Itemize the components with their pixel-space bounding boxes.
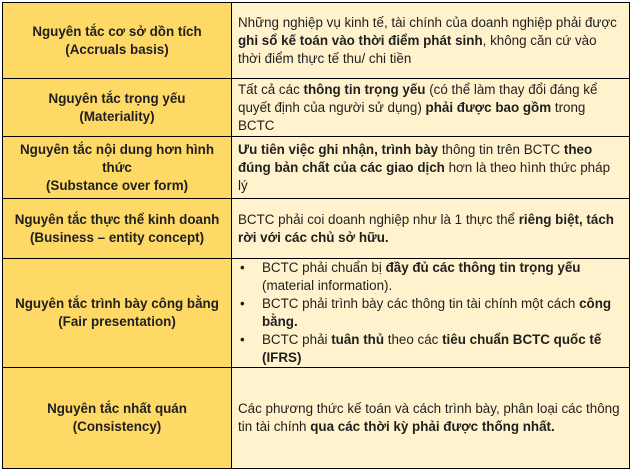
principle-english: (Fair presentation)	[58, 314, 176, 329]
text-segment: hơn là theo hình thức pháp lý	[238, 159, 611, 193]
table-row	[3, 137, 630, 199]
principle-cell	[3, 3, 232, 79]
bold-segment: theo đúng bản chất của các giao dịch	[238, 141, 593, 175]
bold-segment: qua các thời kỳ phải được thống nhất.	[310, 419, 555, 434]
bold-segment: tuân thủ	[331, 332, 385, 347]
description-text	[238, 211, 623, 247]
bold-segment: thông tin trọng yếu	[303, 81, 426, 97]
principle-cell	[3, 199, 232, 259]
description-text	[238, 400, 623, 436]
text-segment: (material information).	[262, 278, 393, 293]
description-text	[238, 81, 623, 135]
accounting-principles-table	[2, 2, 630, 469]
principle-name: Nguyên tắc cơ sở dồn tích	[32, 23, 202, 39]
text-segment: Các phương thức kế toán và cách trình bày, phân loại các thông tin tài chính	[238, 401, 620, 434]
description-text	[238, 141, 623, 195]
text-segment: , không căn cứ vào thời điểm thực tế thu/ chi tiền	[238, 32, 597, 66]
bold-segment: phải được bao gồm	[425, 99, 552, 115]
principle-name: Nguyên tắc trọng yếu	[48, 90, 186, 106]
text-segment: theo các	[384, 332, 443, 347]
table-row	[3, 259, 630, 368]
text-segment: thông tin trên BCTC	[438, 141, 564, 157]
description-text	[238, 14, 623, 68]
description-cell	[232, 259, 630, 368]
table-row	[3, 199, 630, 259]
description-cell	[232, 137, 630, 199]
principle-name: Nguyên tắc nhất quán	[47, 401, 187, 416]
principle-name: Nguyên tắc nội dung hơn hình thức	[20, 141, 214, 175]
bullet-dot-icon: •	[240, 296, 245, 311]
table-row	[3, 79, 630, 137]
principle-name: Nguyên tắc thực thể kinh doanh	[14, 211, 220, 227]
principle-cell	[3, 259, 232, 368]
description-cell	[232, 368, 630, 469]
principle-english: (Materiality)	[79, 108, 155, 124]
principle-name: Nguyên tắc trình bày công bằng	[15, 296, 219, 311]
list-item	[238, 259, 623, 295]
description-cell	[232, 79, 630, 137]
list-item	[238, 295, 623, 331]
bold-segment: công bằng.	[262, 296, 612, 329]
table-row	[3, 368, 630, 469]
principle-cell	[3, 79, 232, 137]
bold-segment: đầy đủ các thông tin trọng yếu	[385, 260, 581, 275]
description-cell	[232, 199, 630, 259]
text-segment: Tất cả các	[238, 81, 304, 97]
text-segment: BCTC phải	[262, 332, 332, 347]
principle-english: (Accruals basis)	[65, 41, 169, 57]
bold-segment: ghi sổ kế toán vào thời điểm phát sinh	[238, 32, 483, 48]
principle-english: (Consistency)	[72, 419, 162, 434]
description-cell	[232, 3, 630, 79]
principle-cell	[3, 368, 232, 469]
text-segment: Những nghiệp vụ kinh tế, tài chính của doanh nghiệp phải được	[238, 14, 617, 30]
table-row	[3, 3, 630, 79]
bullet-list	[238, 259, 623, 367]
bullet-dot-icon: •	[240, 260, 245, 275]
list-item	[238, 331, 623, 367]
text-segment: (có thể làm thay đổi đáng kể quyết định của người sử dụng)	[238, 81, 598, 115]
bold-segment: riêng biệt, tách rời với các chủ sở hữu.	[238, 211, 614, 245]
text-segment: BCTC phải chuẩn bị	[262, 260, 386, 275]
text-segment: BCTC phải coi doanh nghiệp như là 1 thực thể	[238, 211, 519, 227]
text-segment: trong BCTC	[238, 99, 586, 133]
principle-english: (Business – entity concept)	[29, 229, 205, 245]
principle-english: (Substance over form)	[45, 177, 189, 193]
bold-segment: Ưu tiên việc ghi nhận, trình bày	[238, 141, 439, 157]
bold-segment: tiêu chuẩn BCTC quốc tế (IFRS)	[262, 332, 602, 365]
text-segment: BCTC phải trình bày các thông tin tài chính một cách	[262, 296, 580, 311]
bullet-dot-icon: •	[240, 332, 245, 347]
principle-cell	[3, 137, 232, 199]
